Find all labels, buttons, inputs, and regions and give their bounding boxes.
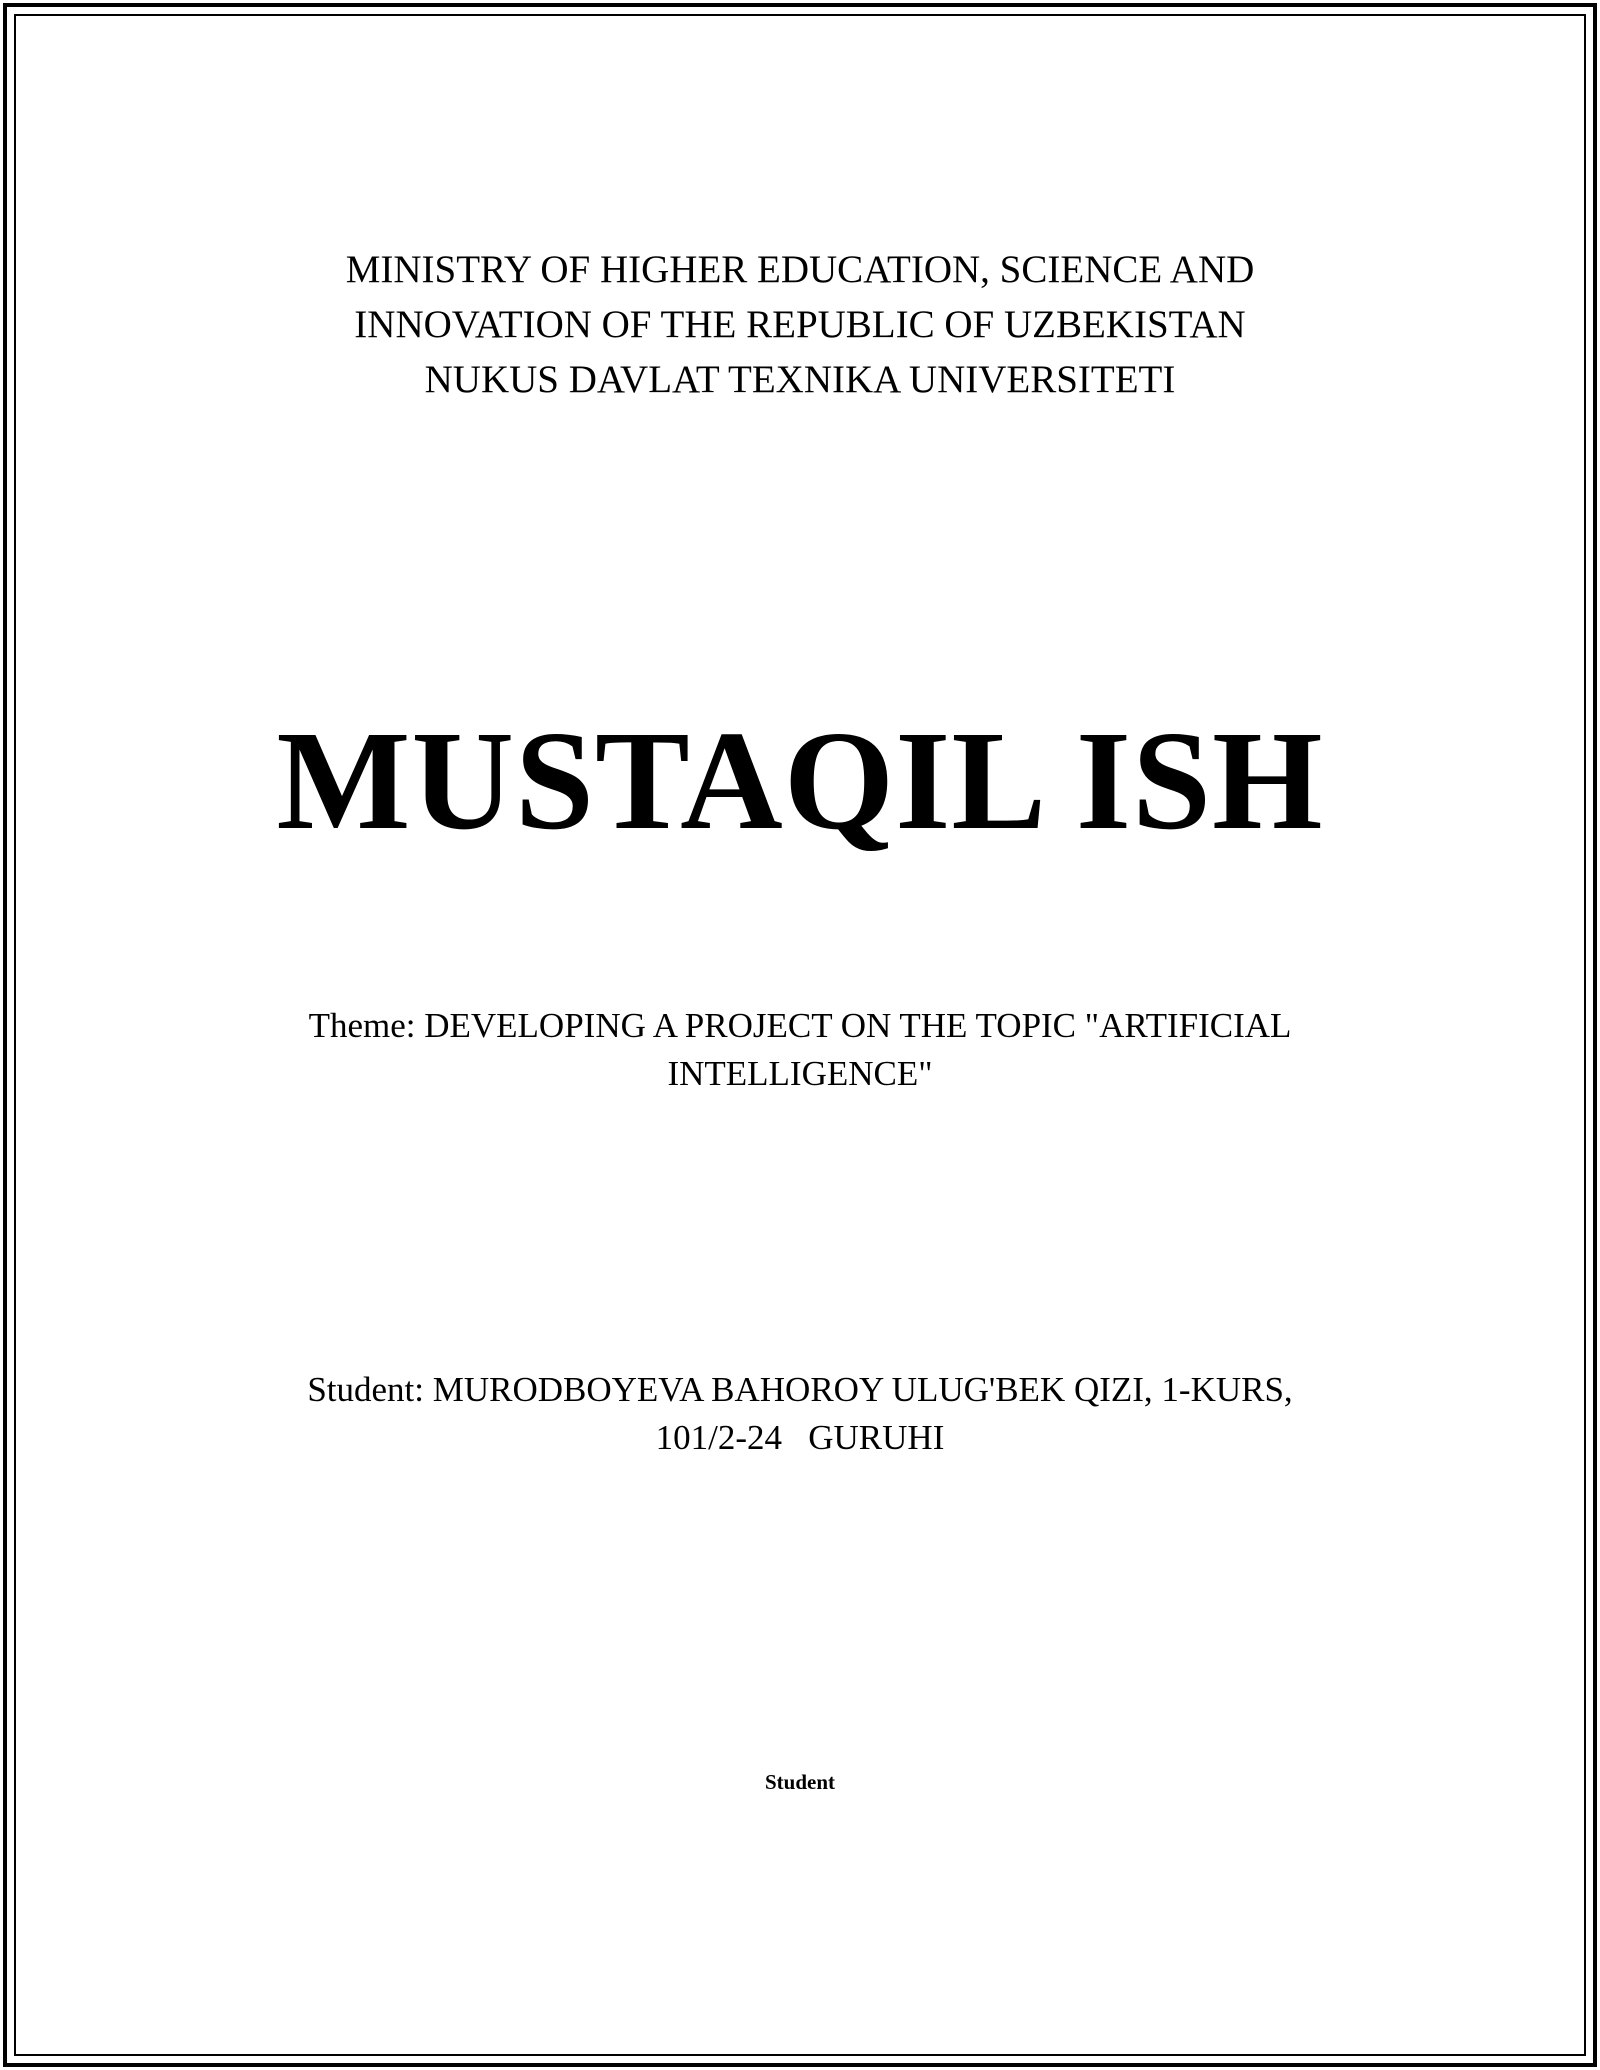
university-name: NUKUS DAVLAT TEXNIKA UNIVERSITETI [424,358,1176,401]
student-line-1: Student: MURODBOYEVA BAHOROY ULUG'BEK QIZI, 1-KURS, [307,1370,1293,1409]
student-line-2: 101/2-24 GURUHI [655,1418,945,1457]
student-label: Student [764,1770,836,1794]
document-title: MUSTAQIL ISH [276,701,1324,859]
theme-line-2: INTELLIGENCE" [667,1054,933,1093]
ministry-line-2: INNOVATION OF THE REPUBLIC OF UZBEKISTAN [354,303,1246,346]
institution-header [0,242,1600,407]
theme-line-1: Theme: DEVELOPING A PROJECT ON THE TOPIC "ARTIFICIAL [308,1006,1292,1045]
theme-block [0,1002,1600,1098]
ministry-line-1: MINISTRY OF HIGHER EDUCATION, SCIENCE AND [345,248,1255,291]
student-info-block [0,1366,1600,1462]
